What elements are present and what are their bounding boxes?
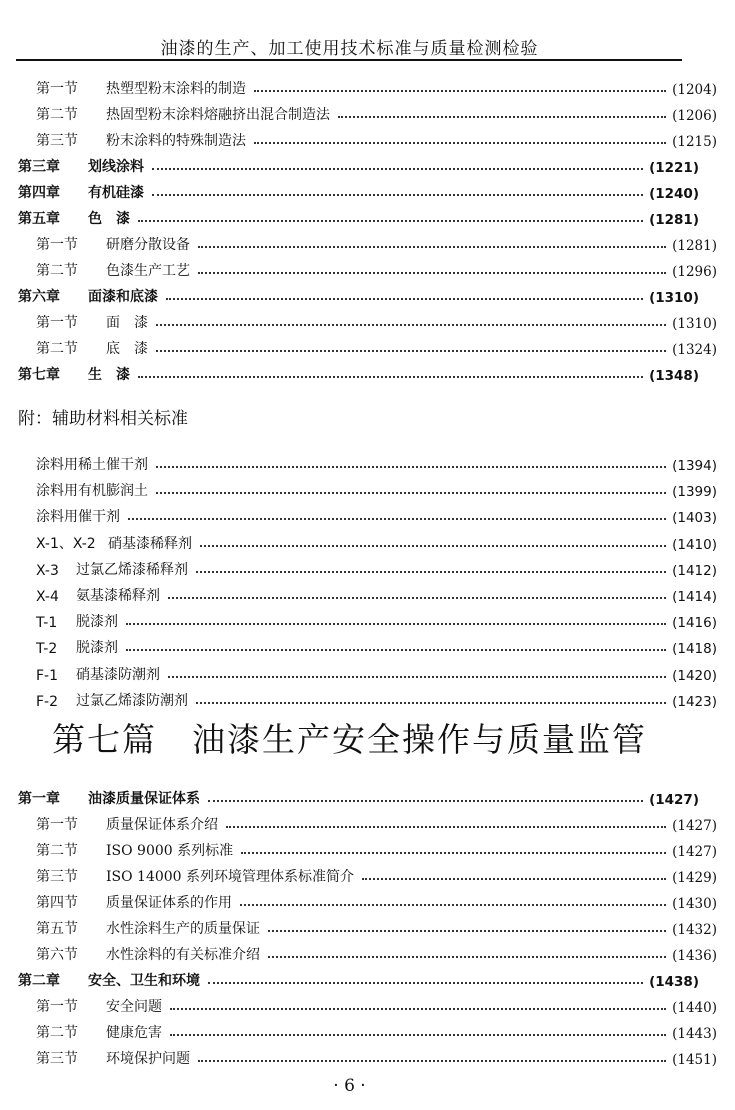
toc-page-wrap [649,368,717,384]
toc-number: 第二节 [36,107,78,123]
toc-row [0,940,735,964]
toc-row [0,1044,735,1068]
toc-row [0,992,735,1016]
toc-row [0,74,735,98]
leader-dots [208,982,643,984]
running-header [0,0,699,60]
toc-lead [36,918,260,938]
toc-row [0,152,717,176]
toc-page: (1412) [672,562,717,579]
toc-row [0,126,735,150]
toc-page-wrap [672,668,735,684]
toc-page-wrap [672,537,735,553]
leader-dots [152,168,643,170]
toc-page-wrap [672,238,735,254]
toc-page: (1423) [672,693,717,710]
toc-title: 底 漆 [106,341,148,357]
toc-row [0,862,735,886]
toc-title: 氨基漆稀释剂 [76,588,160,604]
toc-page-wrap [672,108,735,124]
leader-dots [241,852,666,854]
toc-lead [36,312,148,332]
toc-lead [36,892,232,912]
toc-title: 热塑型粉末涂料的制造 [106,81,246,97]
toc-lead [18,208,130,228]
standard-code: X-4 [36,589,59,605]
toc-page-wrap [649,290,717,306]
toc-lead [36,130,246,150]
toc-number: 第三节 [36,869,78,885]
toc-lead [18,182,144,202]
standard-code: T-1 [36,615,58,632]
toc-row [0,100,735,124]
leader-dots [198,1060,666,1062]
leader-dots [156,324,666,326]
toc-number: 第一节 [36,237,78,253]
toc-title: 环境保护问题 [106,1051,190,1067]
toc-row [0,334,735,358]
toc-page: (1443) [672,1026,717,1042]
leader-dots [196,571,666,573]
toc-lead [36,637,118,657]
toc-title: 划线涂料 [88,159,144,175]
toc-page: (1429) [672,870,717,886]
toc-number: 第一节 [36,81,78,97]
toc-row [0,476,735,500]
leader-dots [226,826,666,828]
toc-page-wrap [672,82,735,98]
toc-lead [36,690,188,710]
toc-page-wrap [672,1052,735,1068]
toc-row [0,178,717,202]
standard-code: X-3 [36,562,59,579]
leader-dots [138,220,643,222]
toc-lead [18,970,200,990]
toc-title: 热固型粉末涂料熔融挤出混合制造法 [106,107,330,123]
toc-title: 脱漆剂 [76,614,118,631]
standard-code: X-1、X-2 [36,535,96,552]
toc-page-wrap [649,160,717,176]
toc-title: 粉末涂料的特殊制造法 [106,133,246,149]
toc-title: 涂料用催干剂 [36,509,120,526]
toc-row [0,256,735,280]
leader-dots [208,800,643,802]
toc-page: (1451) [672,1052,717,1068]
toc-lead [36,944,260,964]
toc-lead [18,286,158,306]
leader-dots [338,116,666,118]
toc-title: 水性涂料生产的质量保证 [106,921,260,937]
toc-lead [36,454,148,474]
leader-dots [138,376,643,378]
toc-lead [36,506,120,526]
toc-page-wrap [672,896,735,912]
toc-page: (1427) [672,844,717,860]
toc-lead [36,996,162,1016]
toc-page: (1310) [672,316,717,332]
standard-code: F-2 [36,693,59,710]
aux-section-title: 附：辅助材料相关标准 [18,409,188,429]
toc-title: 安全问题 [106,999,162,1015]
page-number: · 6 · [333,1076,366,1096]
toc-number: 第二节 [36,843,78,859]
toc-title: 质量保证体系的作用 [106,895,232,911]
toc-title: 硝基漆防潮剂 [76,666,160,683]
part-title: 第七篇 油漆生产安全操作与质量监管 [52,720,647,759]
toc-row [0,529,735,553]
toc-number: 第二节 [36,263,78,279]
toc-page-wrap [672,589,735,605]
toc-page: (1427) [649,792,699,808]
toc-number: 第二节 [36,341,78,357]
toc-row [0,810,735,834]
toc-page-wrap [672,1026,735,1042]
toc-title: 有机硅漆 [88,185,144,201]
toc-number: 第一节 [36,999,78,1015]
toc-number: 第二章 [18,973,60,989]
standard-code: F-1 [36,667,59,684]
leader-dots [268,930,666,932]
toc-row [0,204,717,228]
toc-title: 涂料用稀土催干剂 [36,457,148,473]
toc-title: 研磨分散设备 [106,237,190,253]
toc-page-wrap [672,264,735,280]
toc-page-wrap [672,563,735,579]
toc-title: ISO 9000 系列标准 [106,843,234,859]
toc-lead [36,664,160,684]
toc-page-wrap [672,948,735,964]
leader-dots [240,904,666,906]
toc-title: ISO 14000 系列环境管理体系标准简介 [106,869,355,885]
toc-lead [36,260,190,280]
leader-dots [196,702,666,704]
toc-page: (1436) [672,948,717,964]
toc-page: (1416) [672,615,717,632]
toc-row [0,784,717,808]
toc-page-wrap [672,510,735,526]
toc-lead [36,338,148,358]
toc-lead [36,585,160,605]
toc-page: (1394) [672,458,717,474]
toc-row [0,502,735,526]
leader-dots [170,1008,666,1010]
toc-page: (1215) [672,134,717,150]
leader-dots [156,350,666,352]
toc-number: 第一章 [18,791,60,807]
toc-page: (1204) [672,82,717,98]
toc-row [0,308,735,332]
toc-lead [36,533,192,553]
toc-page-wrap [672,922,735,938]
toc-title: 硝基漆稀释剂 [108,535,192,552]
toc-title: 色漆生产工艺 [106,263,190,279]
toc-lead [36,104,330,124]
toc-row [0,555,735,579]
toc-title: 健康危害 [106,1025,162,1041]
toc-lead [36,78,246,98]
toc-number: 第六章 [18,289,60,305]
toc-title: 脱漆剂 [76,640,118,657]
toc-title: 安全、卫生和环境 [88,973,200,989]
toc-page-wrap [672,641,735,657]
toc-row [0,836,735,860]
toc-title: 生 漆 [88,367,130,383]
toc-lead [36,611,118,631]
toc-page-wrap [649,186,717,202]
toc-title: 质量保证体系介绍 [106,817,218,833]
toc-page: (1432) [672,922,717,938]
toc-page: (1418) [672,641,717,658]
toc-title: 面 漆 [106,315,148,331]
leader-dots [152,194,643,196]
toc-row [0,282,717,306]
toc-page: (1414) [672,589,717,605]
header-rule [16,59,682,61]
toc-page-wrap [672,615,735,631]
toc-lead [36,840,233,860]
toc-title: 涂料用有机膨润土 [36,483,148,500]
toc-page: (1420) [672,667,717,684]
leader-dots [198,272,666,274]
toc-page: (1281) [672,238,717,254]
toc-page-wrap [672,844,735,860]
leader-dots [168,676,666,678]
toc-page: (1281) [649,212,699,228]
toc-row [0,581,735,605]
leader-dots [166,298,643,300]
toc-page-wrap [672,1000,735,1016]
toc-row [0,360,717,384]
toc-row [0,966,717,990]
toc-number: 第三节 [36,133,78,149]
toc-page: (1221) [649,160,699,176]
toc-title: 油漆质量保证体系 [88,791,200,807]
toc-title: 过氯乙烯漆稀释剂 [76,561,188,578]
leader-dots [268,956,666,958]
toc-row [0,450,735,474]
toc-lead [18,364,130,384]
toc-page-wrap [672,818,735,834]
toc-page-wrap [672,134,735,150]
toc-lead [36,480,148,500]
toc-number: 第四章 [18,185,60,201]
leader-dots [156,466,666,468]
toc-page: (1399) [672,484,717,501]
toc-lead [18,788,200,808]
toc-title: 水性涂料的有关标准介绍 [106,947,260,963]
toc-number: 第一节 [36,315,78,331]
toc-lead [18,156,144,176]
toc-page: (1438) [649,974,699,990]
toc-page: (1403) [672,510,717,527]
toc-page: (1296) [672,264,717,280]
toc-page-wrap [672,870,735,886]
toc-lead [36,866,354,886]
toc-number: 第一节 [36,817,78,833]
toc-page: (1240) [649,186,699,202]
toc-page-wrap [672,342,735,358]
toc-lead [36,559,188,579]
leader-dots [128,518,666,520]
leader-dots [198,246,666,248]
toc-lead [36,1048,190,1068]
toc-lead [36,1022,162,1042]
toc-page: (1410) [672,536,717,553]
toc-page: (1427) [672,818,717,834]
toc-row [0,660,735,684]
toc-page-wrap [649,212,717,228]
toc-page-wrap [672,458,735,474]
leader-dots [254,90,666,92]
toc-page-wrap [672,316,735,332]
leader-dots [200,545,666,547]
toc-page: (1440) [672,1000,717,1016]
toc-number: 第六节 [36,947,78,963]
toc-row [0,633,735,657]
leader-dots [254,142,666,144]
leader-dots [362,878,666,880]
toc-lead [36,234,190,254]
toc-page-wrap [649,974,717,990]
toc-page: (1348) [649,368,699,384]
toc-row [0,1018,735,1042]
toc-page: (1324) [672,342,717,358]
toc-title: 面漆和底漆 [88,289,158,305]
toc-page-wrap [672,484,735,500]
toc-page: (1310) [649,290,699,306]
toc-row [0,686,735,710]
toc-number: 第五章 [18,211,60,227]
toc-number: 第三章 [18,159,60,175]
running-header-title: 油漆的生产、加工使用技术标准与质量检测检验 [160,39,539,59]
toc-row [0,888,735,912]
toc-title: 过氯乙烯漆防潮剂 [76,692,188,709]
toc-number: 第二节 [36,1025,78,1041]
leader-dots [126,623,666,625]
toc-title: 色 漆 [88,211,130,227]
toc-number: 第七章 [18,367,60,383]
leader-dots [170,1034,666,1036]
toc-row [0,607,735,631]
toc-page-wrap [649,792,717,808]
standard-code: T-2 [36,641,58,658]
leader-dots [156,492,666,494]
toc-number: 第三节 [36,1051,78,1067]
toc-row [0,230,735,254]
toc-page: (1430) [672,896,717,912]
leader-dots [168,597,666,599]
leader-dots [126,649,666,651]
toc-page-wrap [672,694,735,710]
toc-row [0,914,735,938]
toc-lead [36,814,218,834]
toc-number: 第五节 [36,921,78,937]
toc-number: 第四节 [36,895,78,911]
toc-page: (1206) [672,108,717,124]
